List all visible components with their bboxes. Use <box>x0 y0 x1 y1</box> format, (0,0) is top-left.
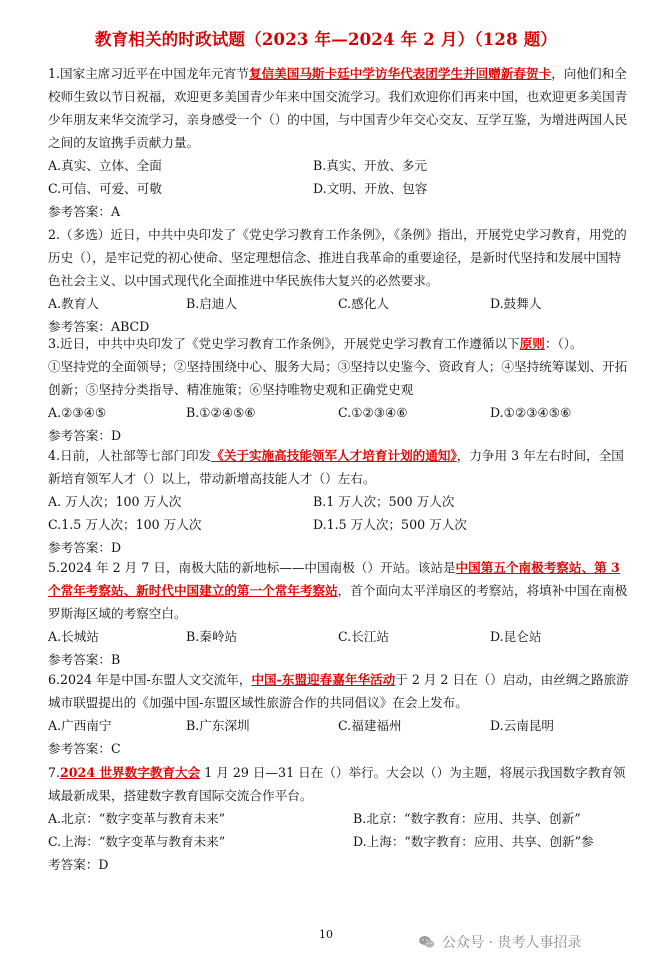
option-d: D.文明、开放、包容 <box>313 181 428 196</box>
options-row <box>48 625 633 648</box>
question-6 <box>48 668 633 760</box>
highlighted-phrase: 原则 <box>519 336 545 351</box>
question-1 <box>48 62 633 223</box>
options-row <box>48 177 633 200</box>
option-c: C.上海：“数字变革与教育未来” <box>48 834 226 849</box>
answer-key: 参考答案：D <box>48 540 122 555</box>
question-stem <box>48 444 633 490</box>
highlighted-phrase: 复信美国马斯卡廷中学访华代表团学生并回赠新春贺卡 <box>248 66 552 81</box>
option-a: A. 万人次；100 万人次 <box>48 494 182 509</box>
option-b: B.①②④⑤⑥ <box>186 405 256 420</box>
answer-key: 参考答案：D <box>48 428 122 443</box>
answer-key: 参考答案：B <box>48 652 121 667</box>
option-b: B.北京：“数字教育：应用、共享、创新” <box>353 811 581 826</box>
question-4 <box>48 444 633 559</box>
stem-text: 3.近日，中共中央印发了《党史学习教育工作条例》，开展党史学习教育工作遵循以下 <box>48 336 520 351</box>
highlighted-phrase: 2024 世界数字教育大会 <box>60 765 201 780</box>
watermark <box>418 932 581 952</box>
options-row <box>48 154 633 177</box>
option-a: A.广西南宁 <box>48 718 112 733</box>
option-b: B.秦岭站 <box>186 629 238 644</box>
question-stem <box>48 668 633 714</box>
stem-text: 1 月 29 日—31 日在（）举行。大会以（）为主题，将展示我国数字教育领域最新成果，搭建数字教育国际交流合作平台。 <box>48 765 626 803</box>
question-5 <box>48 556 633 671</box>
options-row <box>48 830 633 853</box>
stem-text: ①坚持党的全面领导；②坚持围绕中心、服务大局；③坚持以史鉴今、资政育人；④坚持统筹谋划、开拓创新；⑤坚持分类指导、精准施策；⑥坚持唯物史观和正确党史观 <box>48 359 628 397</box>
option-c: C.长江站 <box>338 629 389 644</box>
option-d: D.1.5 万人次；500 万人次 <box>313 517 467 532</box>
stem-text: 7. <box>48 765 61 780</box>
option-d: D.鼓舞人 <box>490 296 542 311</box>
stem-text: 于 2 月 2 日在（）启动，由丝绸之路旅游城市联盟提出的《加强中国-东盟区域性旅游合作的共同倡议》在会上发布。 <box>48 672 629 710</box>
option-b: B.启迪人 <box>186 296 238 311</box>
answer-key: 参考答案：A <box>48 204 121 219</box>
stem-text: 5.2024 年 2 月 7 日，南极大陆的新地标——中国南极（）开站。该站是 <box>48 560 456 575</box>
option-b: B.1 万人次；500 万人次 <box>313 494 455 509</box>
question-stem <box>48 761 633 807</box>
watermark-text: 公众号 · 贵考人事招录 <box>442 935 582 951</box>
answer-key: 考答案：D <box>48 857 109 872</box>
option-c: C.可信、可爱、可敬 <box>48 181 162 196</box>
question-stem <box>48 556 633 625</box>
stem-text: 2.（多选）近日，中共中央印发了《党史学习教育工作条例》，《条例》指出，开展党史学习教育，用党的历史（），是牢记党的初心使命、坚定理想信念、推进自我革命的重要途径，是新时代坚持和发展中国特色社会主义、以中国式现代化全面推进中华民族伟大复兴的必然要求。 <box>48 227 627 288</box>
options-row <box>48 401 633 424</box>
option-d: D.云南昆明 <box>490 718 555 733</box>
option-c: C.感化人 <box>338 296 389 311</box>
stem-text: ：（）。 <box>544 336 583 351</box>
option-a: A.②③④⑤ <box>48 405 107 420</box>
highlighted-phrase: 中国第五个南极考察站、第 3 个常年考察站、新时代中国建立的第一个常年考察站 <box>48 560 620 598</box>
question-2 <box>48 223 633 338</box>
options-row <box>48 714 633 737</box>
option-c: C.福建福州 <box>338 718 402 733</box>
page-title: 教育相关的时政试题（2023 年—2024 年 2 月）（128 题） <box>94 30 558 49</box>
stem-text: ，首个面向太平洋扇区的考察站，将填补中国在南极罗斯海区域的考察空白。 <box>48 583 628 621</box>
options-row <box>48 490 633 513</box>
option-c: C.1.5 万人次；100 万人次 <box>48 517 202 532</box>
question-3 <box>48 332 633 447</box>
option-d: D.昆仑站 <box>490 629 542 644</box>
option-b: B.真实、开放、多元 <box>313 158 428 173</box>
answer-key: 参考答案：ABCD <box>48 319 150 334</box>
option-b: B.广东深圳 <box>186 718 250 733</box>
answer-key: 参考答案：C <box>48 741 121 756</box>
option-c: C.①②③④⑥ <box>338 405 408 420</box>
question-stem <box>48 223 633 292</box>
stem-text: 6.2024 年是中国-东盟人文交流年， <box>48 672 252 687</box>
page-number: 10 <box>319 928 333 941</box>
question-stem <box>48 332 633 401</box>
options-row <box>48 807 633 830</box>
option-d: D.上海：“数字教育：应用、共享、创新”参 <box>353 834 594 849</box>
option-a: A.长城站 <box>48 629 99 644</box>
stem-text: ，力争用 3 年左右时间，全国新培育领军人才（）以上，带动新增高技能人才（）左右。 <box>48 448 624 486</box>
option-d: D.①②③④⑤⑥ <box>490 405 572 420</box>
option-a: A.北京：“数字变革与教育未来” <box>48 811 226 826</box>
question-stem <box>48 62 633 154</box>
stem-text: 1.国家主席习近平在中国龙年元宵节 <box>48 66 249 81</box>
stem-text: ，向他们和全校师生致以节日祝福，欢迎更多美国青少年来中国交流学习。我们欢迎你们再来中国，也欢迎更多美国青少年朋友来华交流学习，亲身感受一个（）的中国，与中国青少年交心交友、互学互鉴，为增进两国人民之间的友谊携手贡献力量。 <box>48 66 628 150</box>
highlighted-phrase: 中国-东盟迎春嘉年华活动 <box>251 672 396 687</box>
options-row <box>48 513 633 536</box>
option-a: A.教育人 <box>48 296 99 311</box>
options-row <box>48 292 633 315</box>
stem-text: 4.日前，人社部等七部门印发 <box>48 448 212 463</box>
wechat-icon <box>418 933 436 951</box>
highlighted-phrase: 《关于实施高技能领军人才培育计划的通知》 <box>211 448 457 463</box>
option-a: A.真实、立体、全面 <box>48 158 162 173</box>
question-7 <box>48 761 633 876</box>
